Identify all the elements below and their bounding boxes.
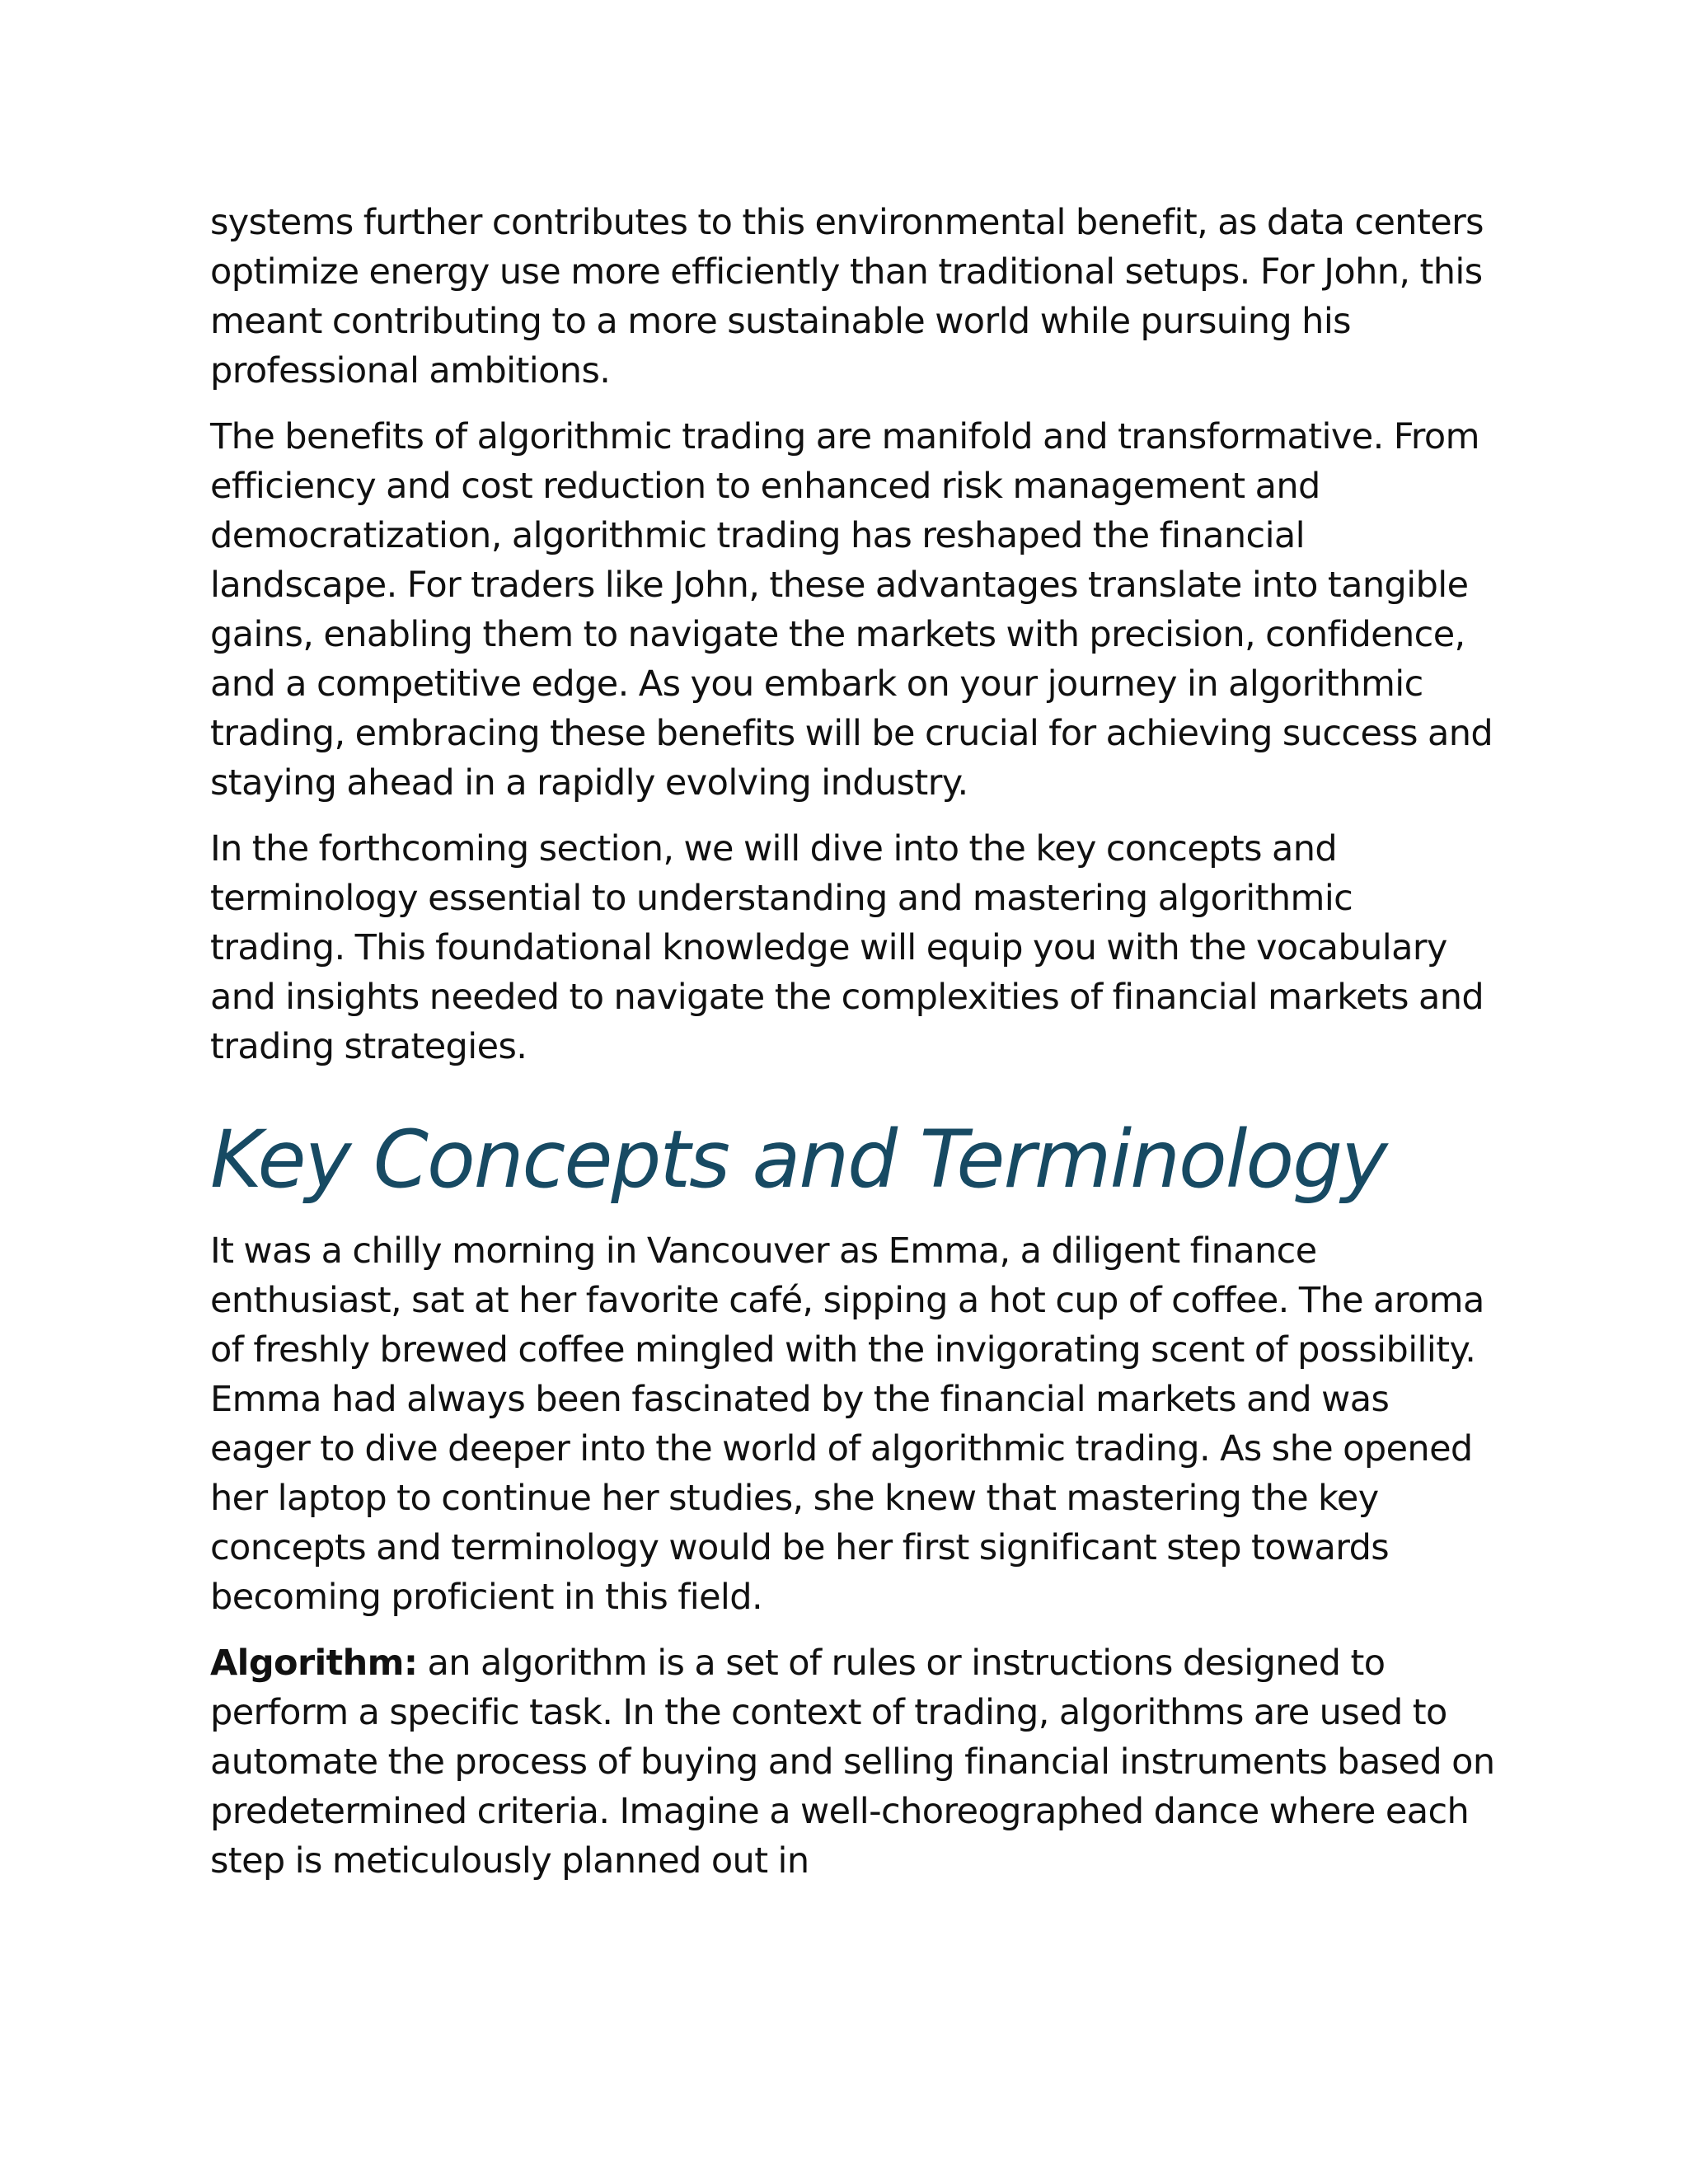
body-paragraph: It was a chilly morning in Vancouver as Emma, a diligent finance enthusiast, sat at her favorite café, sipping a hot cup of coffee. The aroma of freshly brewed coffee mingled with the invigorating scent of possibility. Emma had always been fascinated by the financial markets and was eager to dive deeper into the world of algorithmic trading. As she opened her laptop to continue her studies, she knew that mastering the key concepts and terminology would be her first significant step towards becoming proficient in this field. [210, 1230, 1484, 1618]
body-paragraph: The benefits of algorithmic trading are manifold and transformative. From efficiency and cost reduction to enhanced risk management and democratization, algorithmic trading has reshaped the financial landscape. For traders like John, these advantages translate into tangible gains, enabling them to navigate the markets with precision, confidence, and a competitive edge. As you embark on your journey in algorithmic trading, embracing these benefits will be crucial for achieving success and staying ahead in a rapidly evolving industry. [210, 416, 1493, 804]
document-page [210, 198, 1496, 1902]
section-heading: Key Concepts and Terminology [210, 1113, 1386, 1206]
definition-paragraph [210, 1638, 1496, 1886]
definition-term: Algorithm: [210, 1643, 418, 1684]
body-paragraph: In the forthcoming section, we will dive into the key concepts and terminology essential to understanding and mastering algorithmic trading. This foundational knowledge will equip you with the vocabulary and insights needed to navigate the complexities of financial markets and trading strategies. [210, 828, 1484, 1067]
body-paragraph: systems further contributes to this environmental benefit, as data centers optimize energy use more efficiently than traditional setups. For John, this meant contributing to a more sustainable world while pursuing his professional ambitions. [210, 202, 1484, 391]
definition-text: an algorithm is a set of rules or instructions designed to perform a specific task. In the context of trading, algorithms are used to automate the process of buying and selling financial instruments based on predetermined criteria. Imagine a well-choreographed dance where each step is meticulously planned out in [210, 1643, 1495, 1882]
